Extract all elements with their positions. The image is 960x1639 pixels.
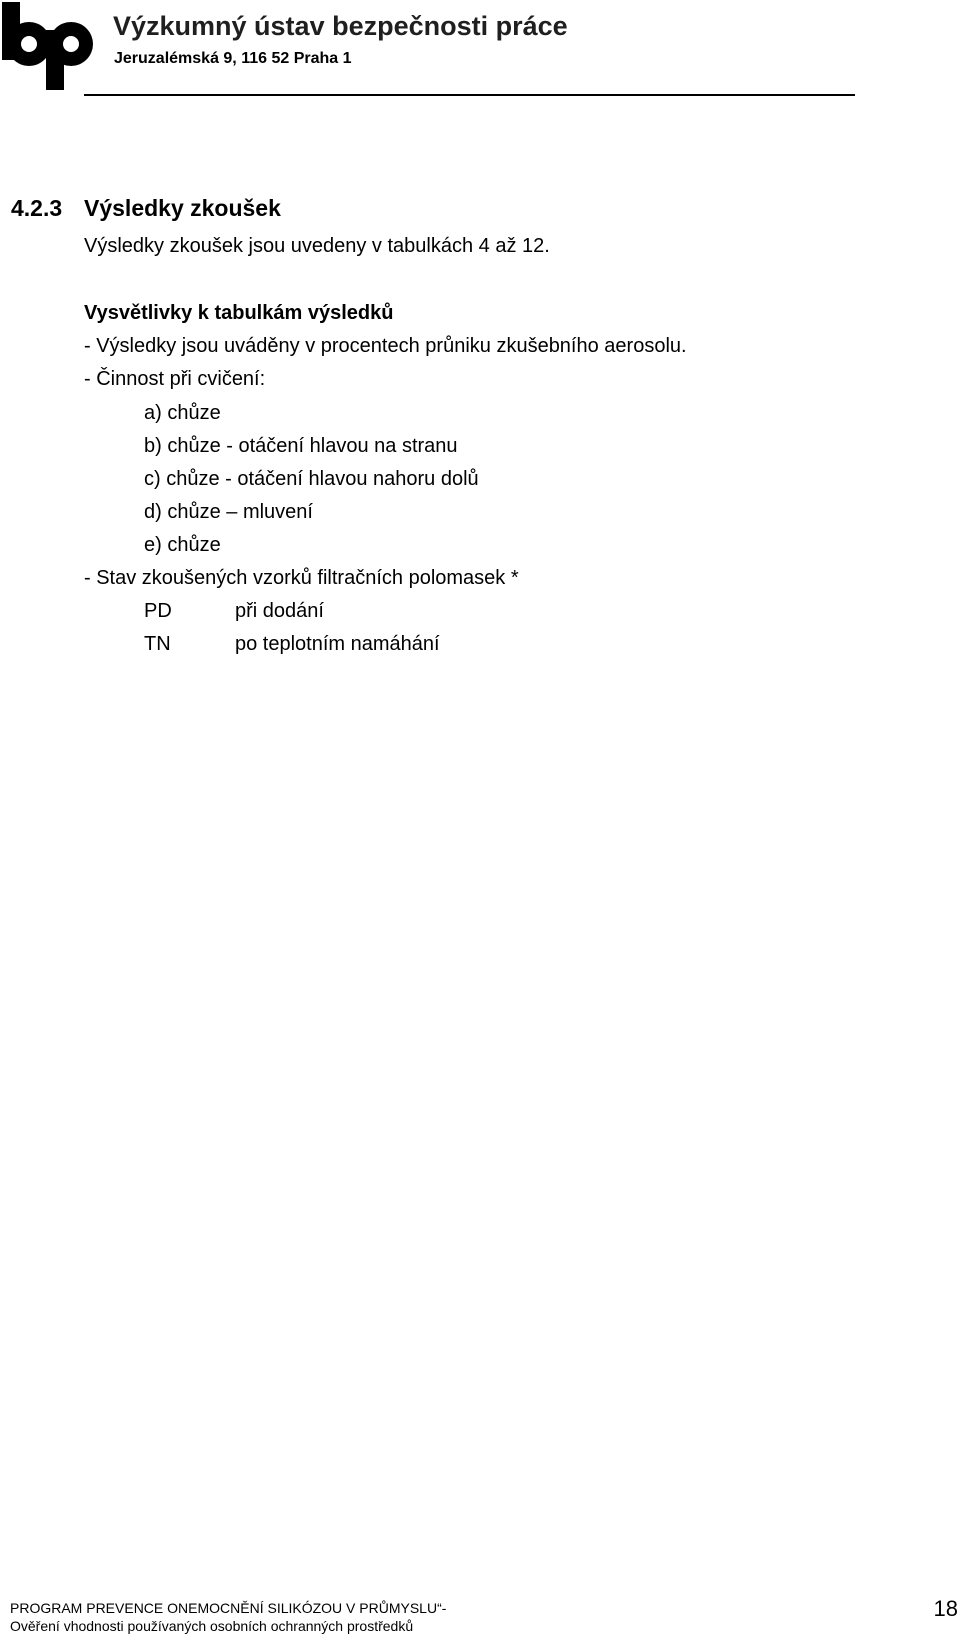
header-divider <box>84 94 855 96</box>
vubp-logo <box>0 0 100 92</box>
state-description: při dodání <box>235 600 324 622</box>
legend-heading: Vysvětlivky k tabulkám výsledků <box>84 302 394 324</box>
section-heading <box>11 193 281 223</box>
footer-program-title: PROGRAM PREVENCE ONEMOCNĚNÍ SILIKÓZOU V PRŮMYSLU“- <box>10 1600 447 1616</box>
section-intro: Výsledky zkoušek jsou uvedeny v tabulkách 4 až 12. <box>84 235 550 257</box>
page-number: 18 <box>933 1596 958 1621</box>
activity-item: b) chůze - otáčení hlavou na stranu <box>144 435 458 457</box>
activity-item: d) chůze – mluvení <box>144 501 313 523</box>
organization-address: Jeruzalémská 9, 116 52 Praha 1 <box>114 50 352 67</box>
state-description: po teplotním namáhání <box>235 633 440 655</box>
organization-name: Výzkumný ústav bezpečnosti práce <box>113 11 568 41</box>
state-heading: - Stav zkoušených vzorků filtračních polomasek * <box>84 567 519 589</box>
activity-heading: - Činnost při cvičení: <box>84 368 266 390</box>
state-code: TN <box>144 633 171 655</box>
section-number: 4.2.3 <box>11 195 63 221</box>
section-title: Výsledky zkoušek <box>84 195 281 221</box>
activity-item: a) chůze <box>144 402 221 424</box>
footer-subtitle: Ověření vhodnosti používaných osobních ochranných prostředků <box>10 1618 414 1634</box>
activity-item: e) chůze <box>144 534 221 556</box>
activity-item: c) chůze - otáčení hlavou nahoru dolů <box>144 468 479 490</box>
state-code: PD <box>144 600 172 622</box>
results-note: - Výsledky jsou uváděny v procentech průniku zkušebního aerosolu. <box>84 335 687 357</box>
